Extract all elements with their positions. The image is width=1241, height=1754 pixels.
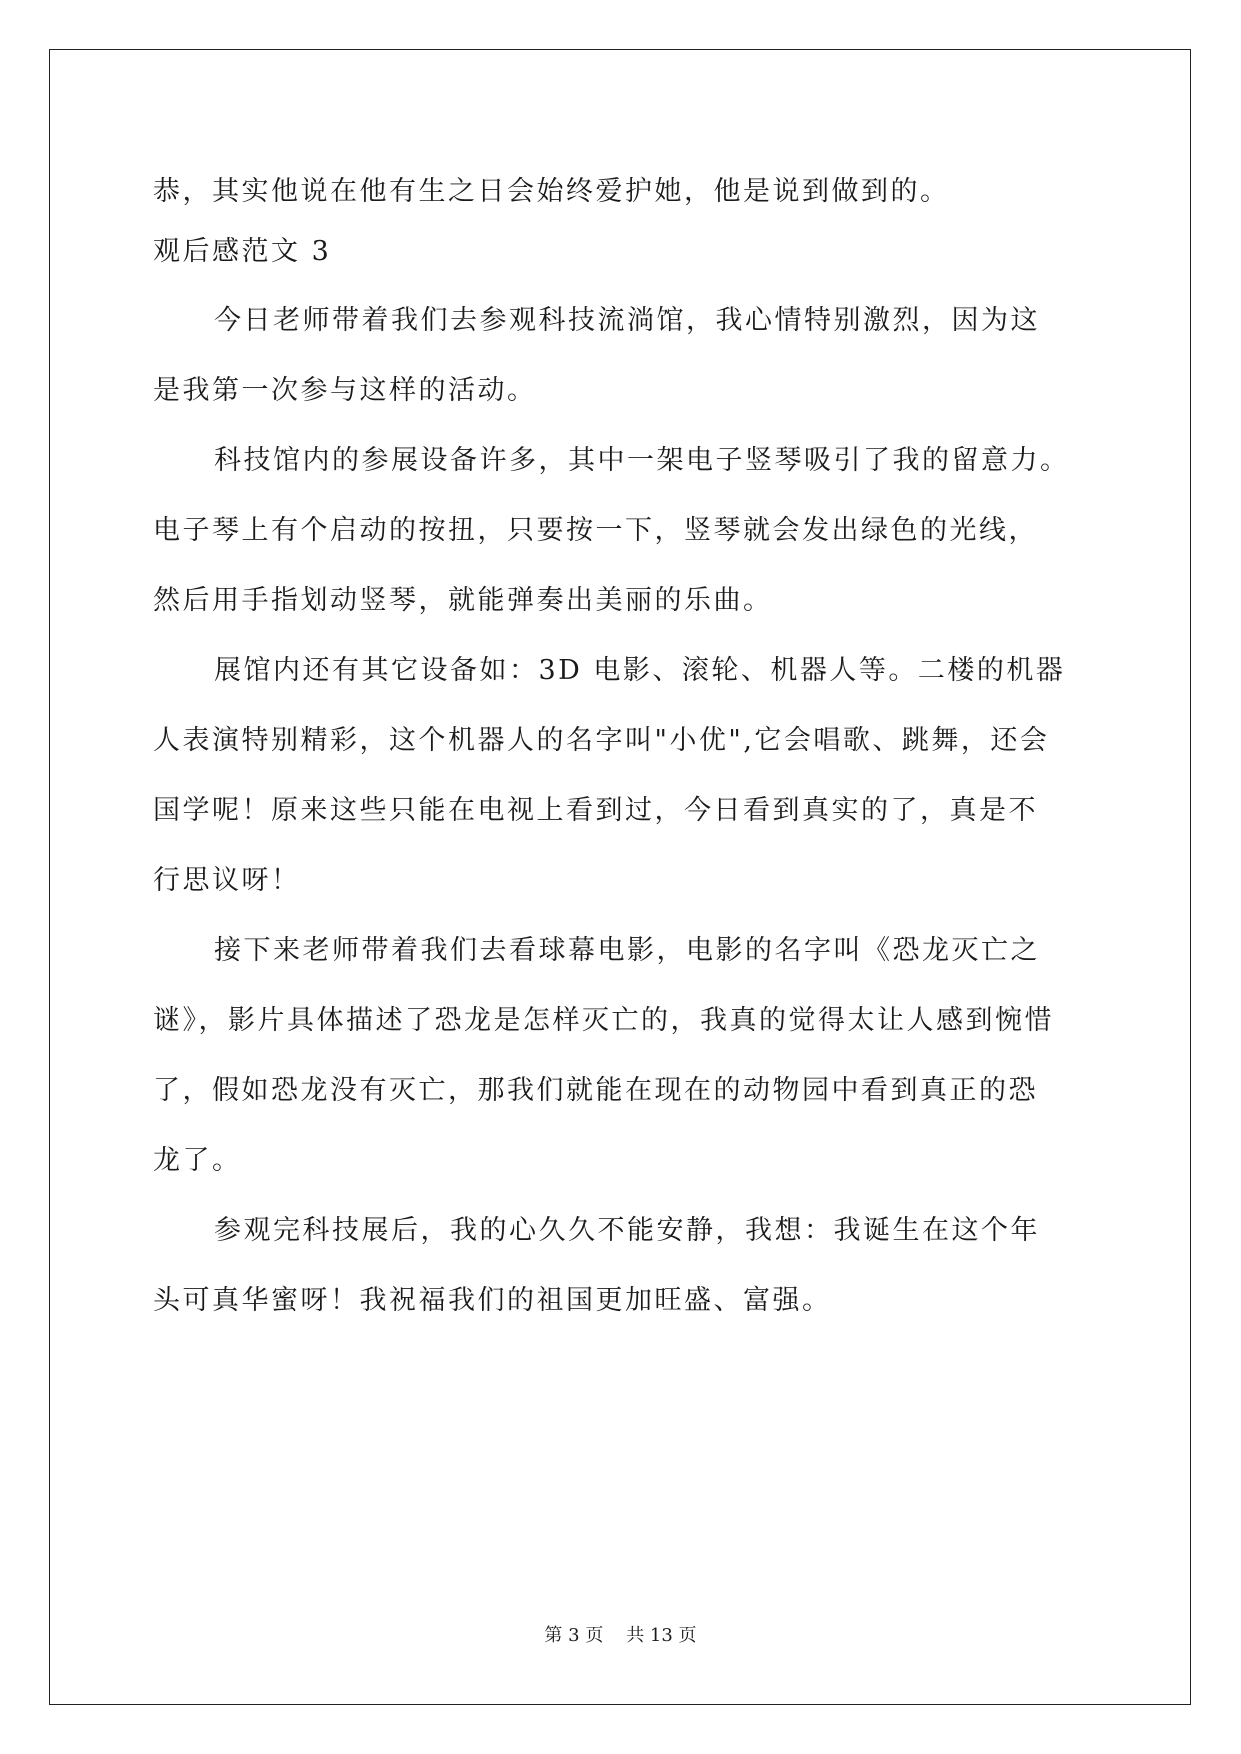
paragraph-line: 头可真华蜜呀！我祝福我们的祖国更加旺盛、富强。 [153,1285,832,1316]
paragraph-line: 科技馆内的参展设备许多，其中一架电子竖琴吸引了我的留意力。 [214,445,1070,476]
paragraph-line: 然后用手指划动竖琴，就能弹奏出美丽的乐曲。 [153,585,773,616]
paragraph-line: 人表演特别精彩，这个机器人的名字叫"小优",它会唱歌、跳舞，还会 [153,725,1050,756]
paragraph-line: 参观完科技展后，我的心久久不能安静，我想：我诞生在这个年 [214,1215,1040,1246]
paragraph-line: 是我第一次参与这样的活动。 [153,375,537,406]
paragraph-line: 今日老师带着我们去参观科技流淌馆，我心情特别激烈，因为这 [214,305,1040,336]
paragraph-line: 恭，其实他说在他有生之日会始终爱护她，他是说到做到的。 [153,176,950,207]
paragraph-line: 接下来老师带着我们去看球幕电影，电影的名字叫《恐龙灭亡之 [214,935,1040,966]
paragraph-line: 行思议呀！ [153,865,301,896]
paragraph-line: 谜》，影片具体描述了恐龙是怎样灭亡的，我真的觉得太让人感到惋惜 [153,1005,1054,1036]
paragraph-line: 展馆内还有其它设备如：3D 电影、滚轮、机器人等。二楼的机器 [214,655,1066,686]
paragraph-line: 电子琴上有个启动的按扭，只要按一下，竖琴就会发出绿色的光线， [153,515,1038,546]
page-number: 第 3 页 共 13 页 [544,1625,697,1646]
paragraph-line: 了，假如恐龙没有灭亡，那我们就能在现在的动物园中看到真正的恐 [153,1075,1038,1106]
paragraph-line: 国学呢！原来这些只能在电视上看到过，今日看到真实的了，真是不 [153,795,1038,826]
paragraph-line: 龙了。 [153,1145,242,1176]
section-heading: 观后感范文 3 [153,236,332,267]
